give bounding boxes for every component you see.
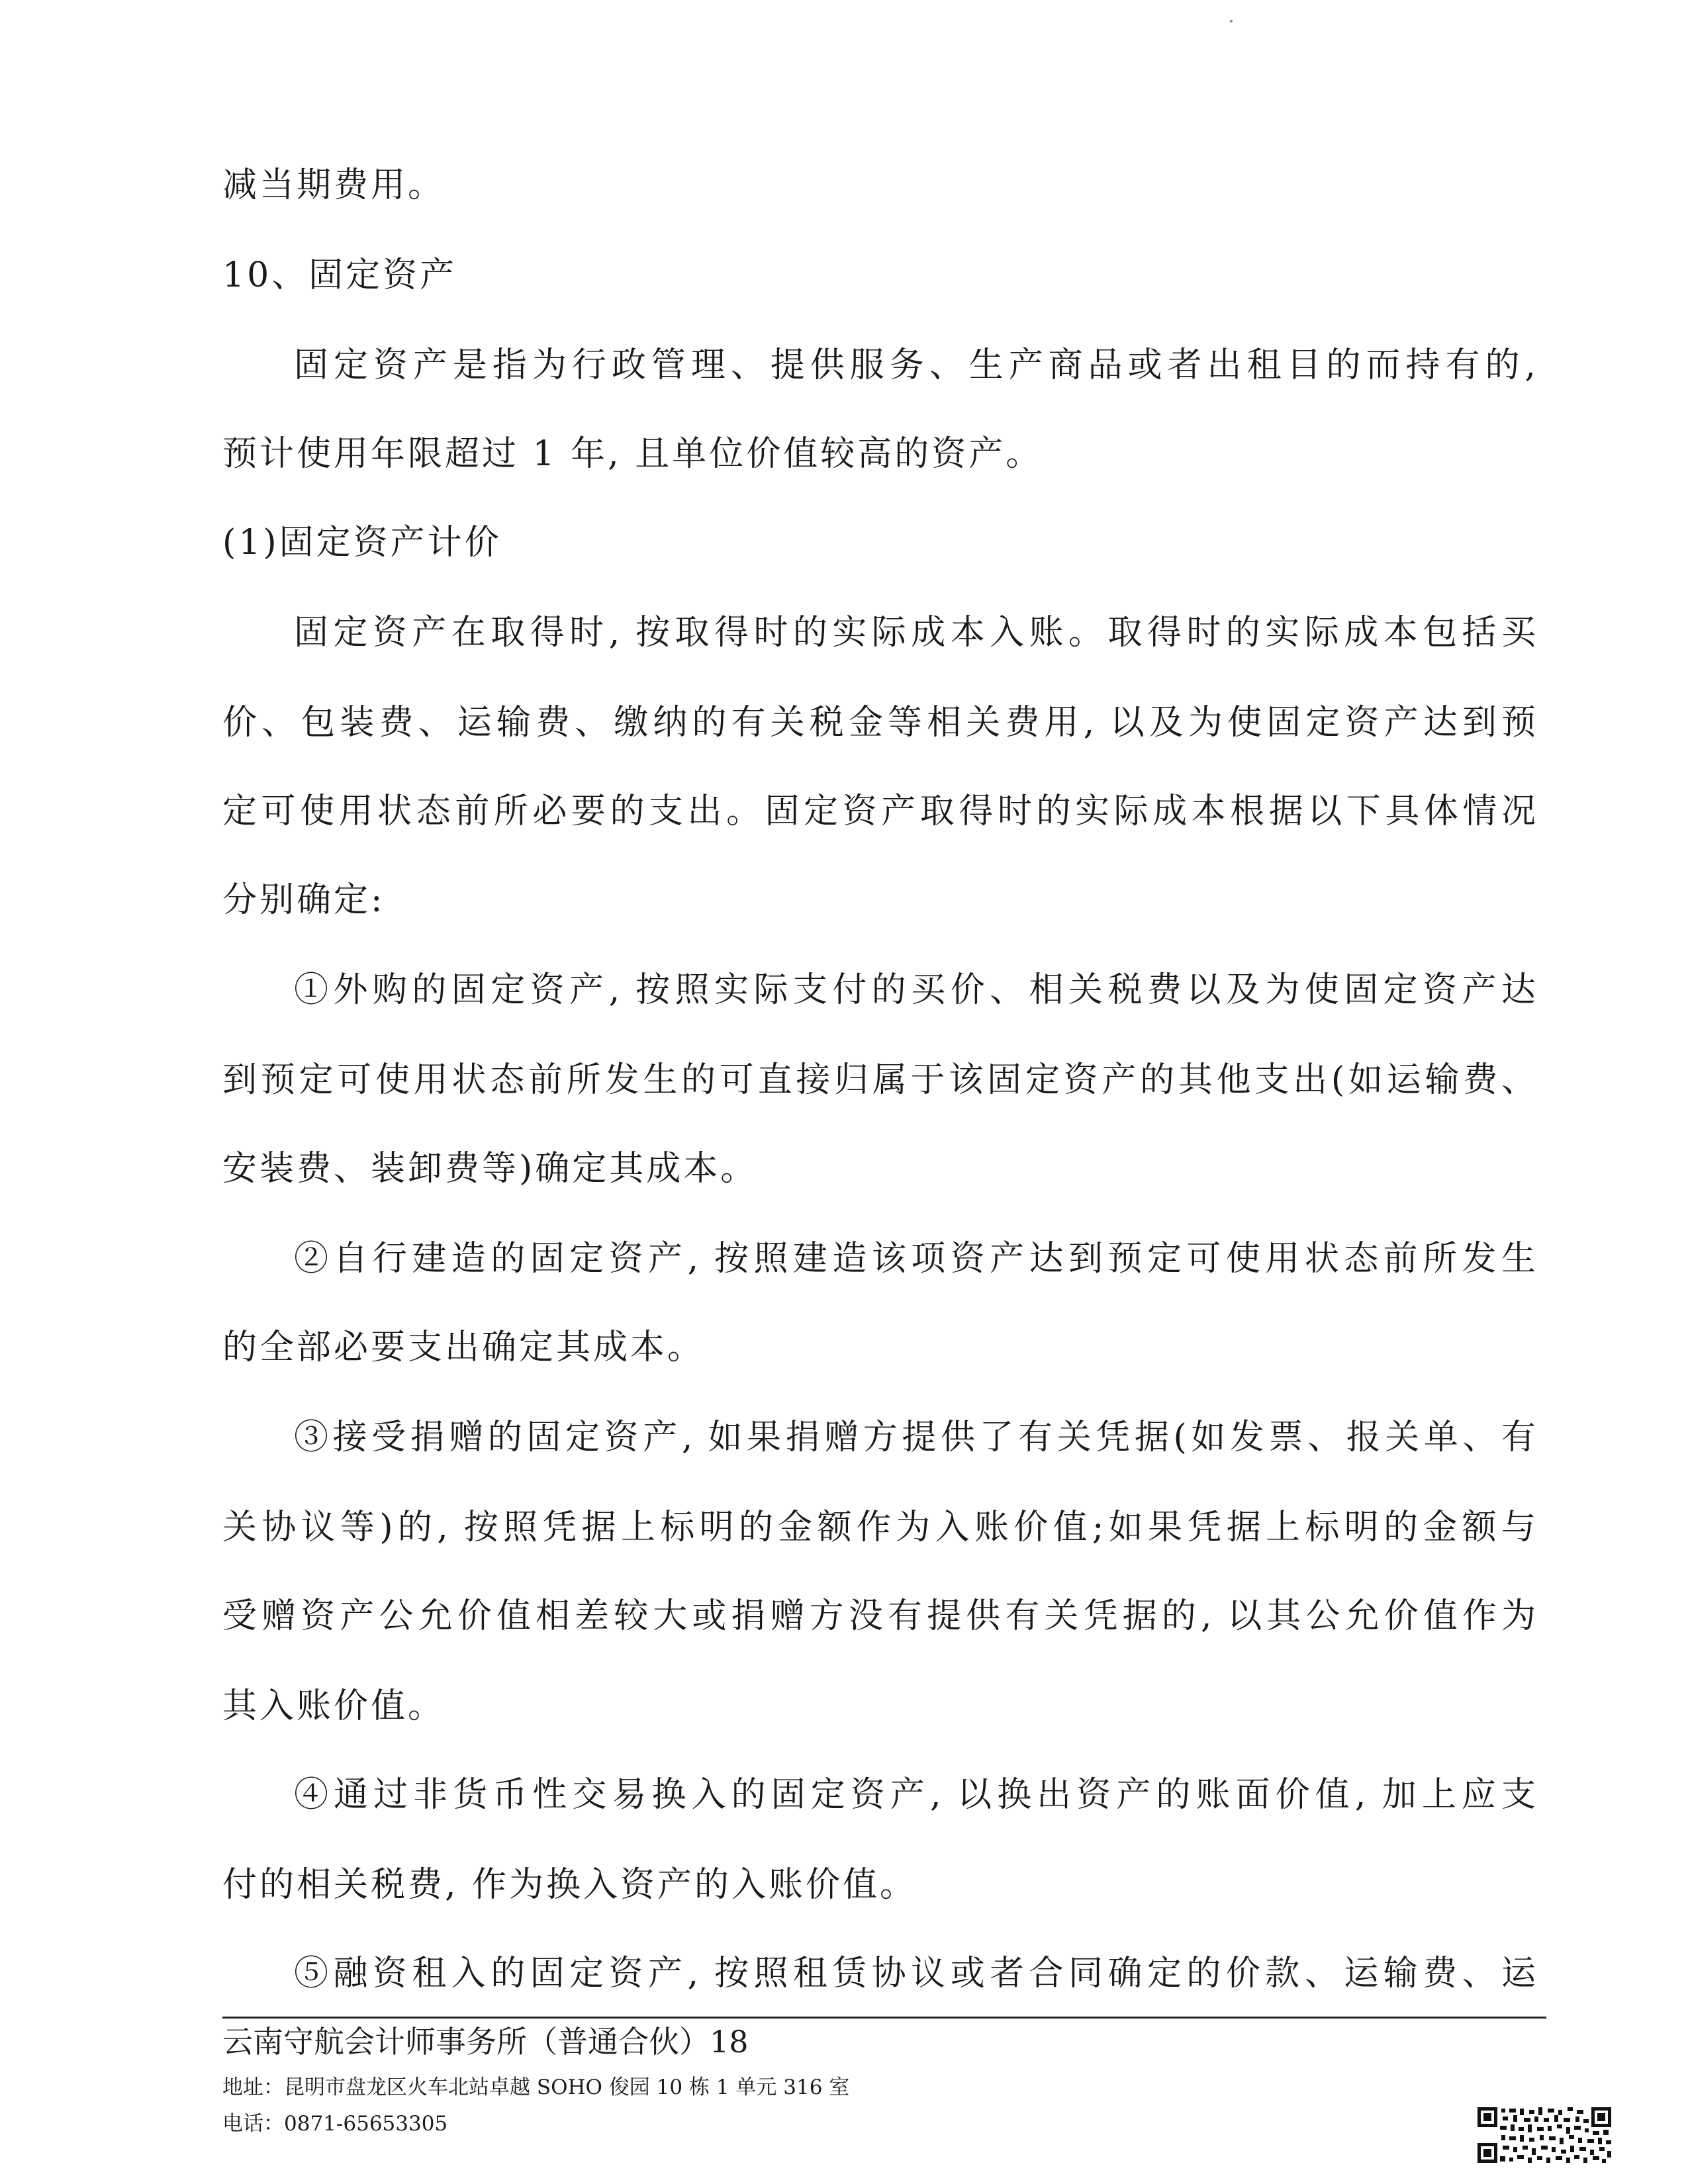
section-heading: 10、固定资产 — [222, 255, 457, 295]
paragraph-line: 减当期费用。 — [222, 165, 445, 205]
paragraph-line: 的全部必要支出确定其成本。 — [222, 1328, 705, 1367]
qr-code-icon — [1476, 2106, 1613, 2164]
paragraph-line: 预计使用年限超过 1 年, 且单位价值较高的资产。 — [222, 434, 1043, 474]
subsection-heading: (1)固定资产计价 — [222, 523, 502, 563]
paragraph-line: ⑤融资租入的固定资产, 按照租赁协议或者合同确定的价款、运输费、运 — [294, 1954, 1536, 1993]
paragraph-line: 固定资产在取得时, 按取得时的实际成本入账。取得时的实际成本包括买 — [294, 613, 1536, 653]
paragraph-line: ②自行建造的固定资产, 按照建造该项资产达到预定可使用状态前所发生 — [294, 1239, 1536, 1279]
footer-firm-name: 云南守航会计师事务所（普通合伙）18 — [222, 2024, 749, 2060]
paragraph-line: 分别确定: — [222, 880, 385, 920]
footer-address: 地址：昆明市盘龙区火车北站卓越 SOHO 俊园 10 栋 1 单元 316 室 — [222, 2075, 850, 2099]
paragraph-line: 其入账价值。 — [222, 1686, 445, 1726]
paragraph-line: ④通过非货币性交易换入的固定资产, 以换出资产的账面价值, 加上应支 — [294, 1775, 1536, 1815]
paragraph-line: 安装费、装卸费等)确定其成本。 — [222, 1149, 758, 1189]
paragraph-line: 到预定可使用状态前所发生的可直接归属于该固定资产的其他支出(如运输费、 — [222, 1060, 1536, 1100]
paragraph-line: 定可使用状态前所必要的支出。固定资产取得时的实际成本根据以下具体情况 — [222, 792, 1536, 831]
paragraph-line: 付的相关税费, 作为换入资产的入账价值。 — [222, 1865, 917, 1905]
paragraph-line: ①外购的固定资产, 按照实际支付的买价、相关税费以及为使固定资产达 — [294, 970, 1536, 1010]
paragraph-line: ③接受捐赠的固定资产, 如果捐赠方提供了有关凭据(如发票、报关单、有 — [294, 1418, 1536, 1457]
paragraph-line: 价、包装费、运输费、缴纳的有关税金等相关费用, 以及为使固定资产达到预 — [222, 703, 1536, 743]
paragraph-line: 受赠资产公允价值相差较大或捐赠方没有提供有关凭据的, 以其公允价值作为 — [222, 1596, 1536, 1636]
paragraph-line: 关协议等)的, 按照凭据上标明的金额作为入账价值;如果凭据上标明的金额与 — [222, 1508, 1536, 1547]
footer-divider — [222, 2017, 1546, 2019]
scan-dot — [1230, 20, 1233, 23]
paragraph-line: 固定资产是指为行政管理、提供服务、生产商品或者出租目的而持有的, — [294, 345, 1536, 385]
footer-phone: 电话：0871-65653305 — [222, 2112, 448, 2136]
